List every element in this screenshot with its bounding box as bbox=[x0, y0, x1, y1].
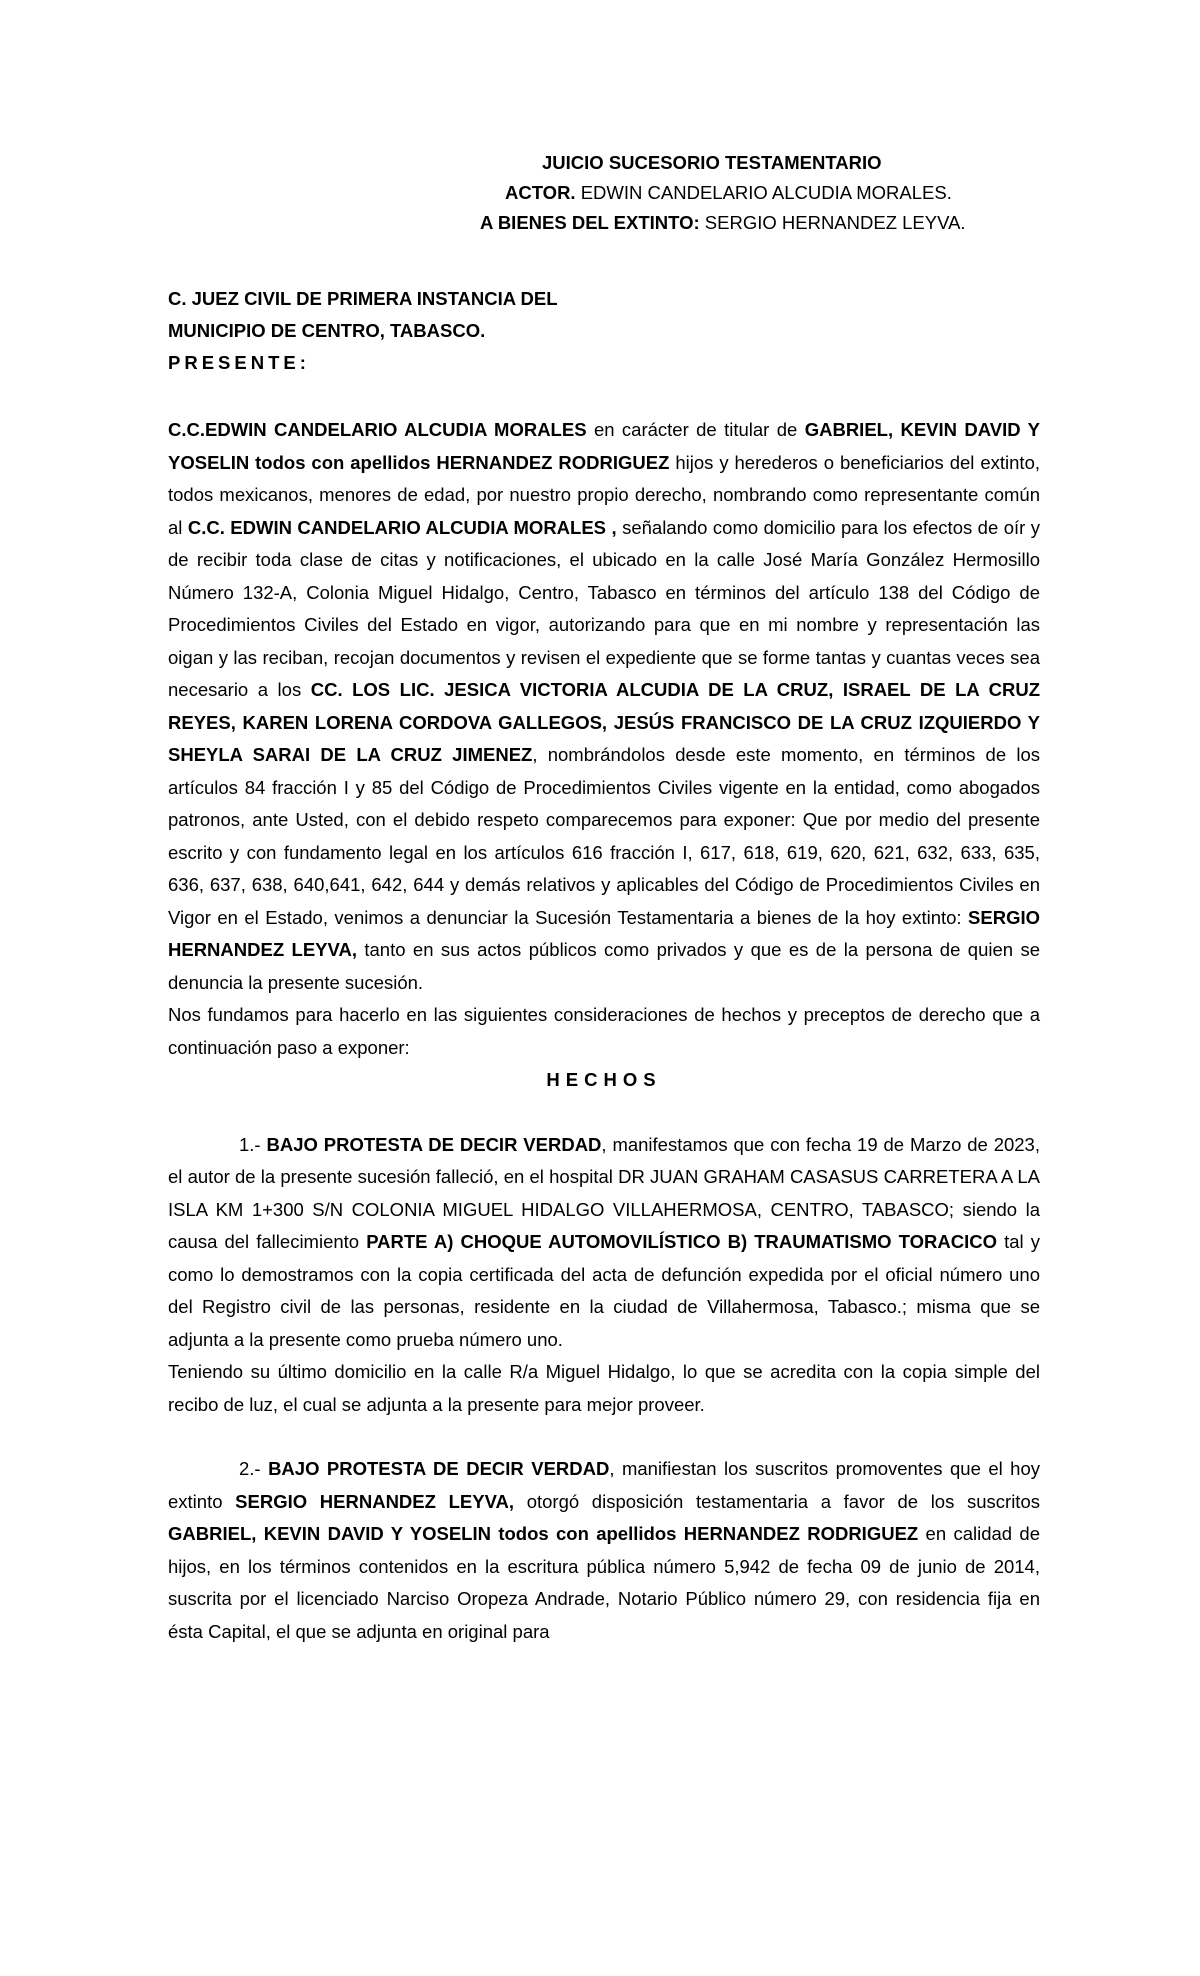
intro-text: hijos y herederos o beneficiarios del extinto, todos mexicanos, menores de edad, por nuestro propio derecho, nombrando como representante común al bbox=[168, 451, 1040, 538]
deceased-label: A BIENES DEL EXTINTO: bbox=[480, 212, 700, 233]
document-body bbox=[168, 414, 1040, 1648]
representative-name: C.C. EDWIN CANDELARIO ALCUDIA MORALES , bbox=[187, 516, 617, 538]
case-heading bbox=[480, 148, 1000, 238]
domicilio-paragraph: Teniendo su último domicilio en la calle R/a Miguel Hidalgo, lo que se acredita con la copia simple del recibo de luz, el cual se adjunta a la presente para mejor proveer. bbox=[168, 1361, 1040, 1415]
actor-name: EDWIN CANDELARIO ALCUDIA MORALES. bbox=[575, 182, 952, 203]
hecho-text: en calidad de hijos, en los términos contenidos en la escritura pública número 5,942 de fecha 09 de junio de 2014, suscrita por el licenciado Narciso Oropeza Andrade, Notario Público número 29, con residencia fija en ésta Capital, el que se adjunta en original para bbox=[168, 1523, 1040, 1642]
protesta-text: BAJO PROTESTA DE DECIR VERDAD bbox=[268, 1458, 610, 1479]
fundamento-paragraph: Nos fundamos para hacerlo en las siguientes consideraciones de hechos y preceptos de derecho que a continuación paso a exponer: bbox=[168, 1004, 1040, 1058]
intro-paragraph bbox=[168, 414, 1040, 999]
hecho-text: tal y como lo demostramos con la copia certificada del acta de defunción expedida por el oficial número uno del Registro civil de las personas, residente en la ciudad de Villahermosa, Tabasco.; misma que se adjunta a la presente como prueba número uno. bbox=[168, 1231, 1040, 1350]
deceased-name-bold: SERGIO HERNANDEZ LEYVA, bbox=[235, 1490, 515, 1512]
protesta-text: BAJO PROTESTA DE DECIR VERDAD bbox=[266, 1133, 602, 1155]
intro-text: señalando como domicilio para los efectos de oír y de recibir toda clase de citas y notificaciones, el ubicado en la calle José María González Hermosillo Número 132-A, Colonia Miguel Hidalgo, Centro, Tabasco en términos del artículo 138 del Código de Procedimientos Civiles del Estado en vigor, autorizando para que en mi nombre y representación las oigan y las reciban, recojan documentos y revisen el expediente que se forme tantas y cuantas veces sea necesario a los bbox=[168, 516, 1041, 700]
addressee-line-2: MUNICIPIO DE CENTRO, TABASCO. bbox=[168, 320, 486, 341]
hecho-text: , manifiestan los suscritos promoventes que el hoy extinto bbox=[168, 1458, 1040, 1512]
hechos-title: HECHOS bbox=[546, 1069, 662, 1090]
hecho-number: 1.- bbox=[239, 1133, 267, 1155]
promovente-name: C.C.EDWIN CANDELARIO ALCUDIA MORALES bbox=[168, 419, 587, 440]
actor-label: ACTOR. bbox=[505, 182, 576, 203]
heirs-names: GABRIEL, KEVIN DAVID Y YOSELIN todos con apellidos HERNANDEZ RODRIGUEZ bbox=[168, 419, 1041, 473]
hecho-number: 2.- bbox=[239, 1458, 269, 1479]
lawyers-names: CC. LOS LIC. JESICA VICTORIA ALCUDIA DE LA CRUZ, ISRAEL DE LA CRUZ REYES, KAREN LORENA CORDOVA GALLEGOS, JESÚS FRANCISCO DE LA CRUZ IZQUIERDO Y SHEYLA SARAI DE LA CRUZ JIMENEZ bbox=[168, 679, 1040, 765]
actor-line bbox=[480, 178, 1000, 208]
addressee-block bbox=[168, 283, 768, 379]
hecho-1-paragraph bbox=[168, 1129, 1040, 1357]
deceased-name-bold: SERGIO HERNANDEZ LEYVA, bbox=[168, 906, 1040, 960]
hecho-2-paragraph bbox=[168, 1453, 1040, 1648]
cause-of-death: PARTE A) CHOQUE AUTOMOVILÍSTICO B) TRAUMATISMO TORACICO bbox=[366, 1231, 997, 1252]
intro-text: en carácter de titular de bbox=[586, 419, 805, 440]
intro-text: , nombrándolos desde este momento, en términos de los artículos 84 fracción I y 85 del Código de Procedimientos Civiles vigente en la entidad, como abogados patronos, ante Usted, con el debido respeto comparecemos para exponer: Que por medio del presente escrito y con fundamento legal en los artículos 616 fracción I, 617, 618, 619, 620, 621, 632, 633, 635, 636, 637, 638, 640,641, 642, 644 y demás relativos y aplicables del Código de Procedimientos Civiles en Vigor en el Estado, venimos a denunciar la Sucesión Testamentaria a bienes de la hoy extinto: bbox=[168, 744, 1040, 928]
hecho-text: otorgó disposición testamentaria a favor de los suscritos bbox=[514, 1490, 1040, 1512]
intro-text: tanto en sus actos públicos como privados y que es de la persona de quien se denuncia la presente sucesión. bbox=[168, 939, 1040, 993]
heirs-names: GABRIEL, KEVIN DAVID Y YOSELIN todos con apellidos HERNANDEZ RODRIGUEZ bbox=[168, 1523, 919, 1544]
addressee-line-1: C. JUEZ CIVIL DE PRIMERA INSTANCIA DEL bbox=[168, 288, 558, 309]
deceased-line bbox=[480, 208, 1000, 238]
case-type: JUICIO SUCESORIO TESTAMENTARIO bbox=[542, 152, 882, 173]
presente-line: PRESENTE: bbox=[168, 352, 310, 373]
deceased-name: SERGIO HERNANDEZ LEYVA. bbox=[699, 212, 966, 233]
hecho-text: , manifestamos que con fecha 19 de Marzo de 2023, el autor de la presente sucesión falleció, en el hospital DR JUAN GRAHAM CASASUS CARRETERA A LA ISLA KM 1+300 S/N COLONIA MIGUEL HIDALGO VILLAHERMOSA, CENTRO, TABASCO; siendo la causa del fallecimiento bbox=[168, 1133, 1040, 1252]
